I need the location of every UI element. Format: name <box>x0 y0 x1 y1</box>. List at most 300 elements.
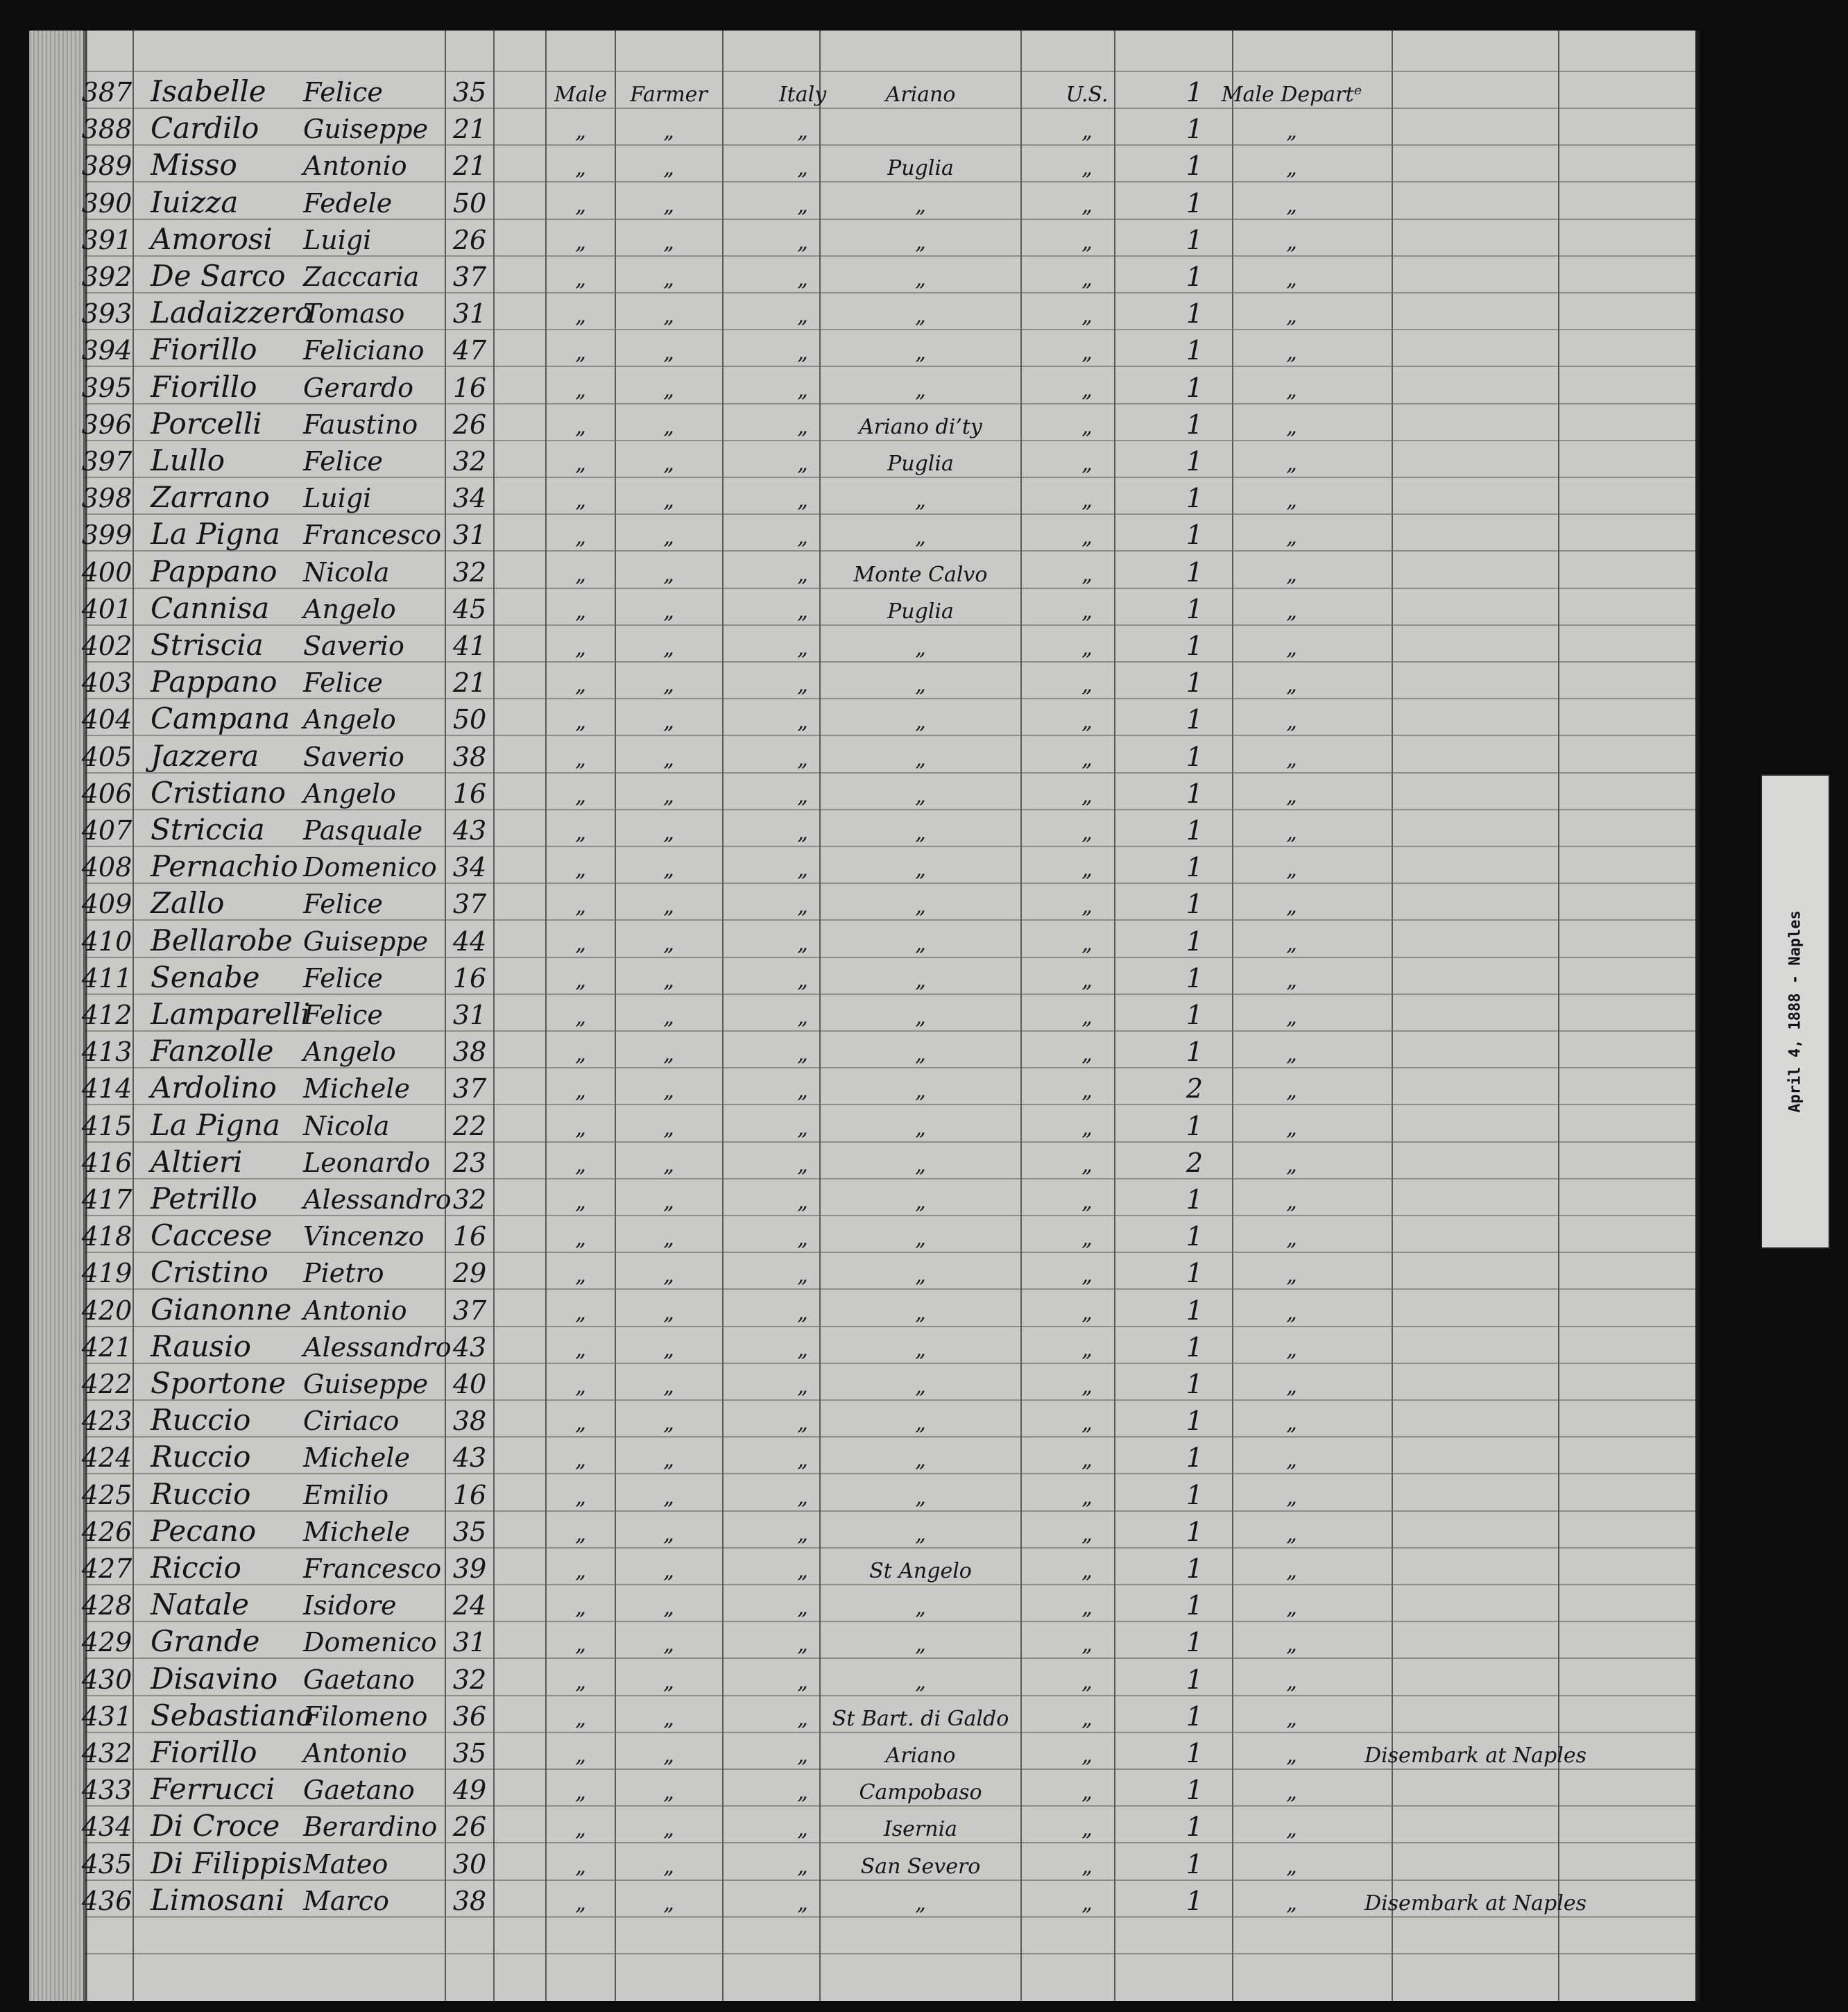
cell-no: 415 <box>81 1111 132 1141</box>
cell-pieces: 1 <box>1186 1000 1204 1030</box>
cell-surname: Isabelle <box>151 74 266 108</box>
cell-occupation: „ <box>663 599 674 624</box>
cell-sex: „ <box>575 821 586 845</box>
cell-surname: Di Croce <box>151 1809 280 1843</box>
cell-age: 31 <box>452 520 487 550</box>
cell-no: 395 <box>81 373 132 403</box>
cell-nationality: „ <box>797 932 808 956</box>
cell-destination: „ <box>1081 1780 1093 1805</box>
cell-destination: „ <box>1081 858 1093 882</box>
cell-origin: „ <box>915 747 926 771</box>
cell-occupation: Farmer <box>630 83 708 107</box>
cell-sex: „ <box>575 1338 586 1362</box>
cell-occupation: „ <box>663 1411 674 1435</box>
cell-origin: „ <box>915 1005 926 1030</box>
cell-destination: „ <box>1081 1301 1093 1325</box>
cell-given: Francesco <box>303 1553 442 1584</box>
cell-remarks: „ <box>1286 267 1297 291</box>
cell-age: 16 <box>452 1221 487 1252</box>
cell-surname: Cardilo <box>151 111 259 145</box>
cell-age: 43 <box>452 815 487 846</box>
cell-age: 31 <box>452 298 487 329</box>
cell-nationality: „ <box>797 673 808 697</box>
cell-origin: Ariano <box>885 83 956 107</box>
cell-pieces: 1 <box>1186 409 1204 440</box>
cell-sex: „ <box>575 1744 586 1768</box>
cell-nationality: „ <box>797 821 808 845</box>
cell-origin: Puglia <box>887 156 954 180</box>
cell-destination: „ <box>1081 304 1093 328</box>
cell-nationality: „ <box>797 1891 808 1916</box>
cell-pieces: 1 <box>1186 557 1204 588</box>
cell-destination: „ <box>1081 1079 1093 1103</box>
cell-nationality: „ <box>797 156 808 180</box>
cell-origin: Isernia <box>883 1817 958 1841</box>
cell-occupation: „ <box>663 1005 674 1030</box>
cell-nationality: „ <box>797 267 808 291</box>
cell-no: 396 <box>81 409 132 440</box>
cell-given: Gerardo <box>303 373 414 403</box>
cell-pieces: 1 <box>1186 373 1204 403</box>
cell-occupation: „ <box>663 894 674 919</box>
cell-occupation: „ <box>663 1596 674 1620</box>
cell-remarks: „ <box>1286 1670 1297 1694</box>
cell-origin: „ <box>915 525 926 549</box>
cell-nationality: „ <box>797 119 808 144</box>
cell-age: 38 <box>452 742 487 772</box>
cell-pieces: 1 <box>1186 1664 1204 1695</box>
cell-nationality: „ <box>797 858 808 882</box>
cell-pieces: 1 <box>1186 1849 1204 1879</box>
cell-nationality: „ <box>797 969 808 993</box>
cell-destination: „ <box>1081 747 1093 771</box>
cell-origin: „ <box>915 1227 926 1251</box>
cell-occupation: „ <box>663 710 674 734</box>
cell-sex: „ <box>575 267 586 291</box>
cell-surname: Pappano <box>151 554 277 588</box>
cell-sex: „ <box>575 415 586 439</box>
cell-surname: Zallo <box>151 886 225 920</box>
cell-sex: „ <box>575 1559 586 1583</box>
cell-pieces: 1 <box>1186 742 1204 772</box>
cell-given: Felice <box>303 77 383 108</box>
cell-origin: „ <box>915 1301 926 1325</box>
cell-no: 393 <box>81 298 132 329</box>
cell-occupation: „ <box>663 1559 674 1583</box>
cell-pieces: 1 <box>1186 1258 1204 1288</box>
cell-occupation: „ <box>663 1707 674 1731</box>
cell-surname: Cristino <box>151 1255 268 1289</box>
cell-occupation: „ <box>663 1817 674 1841</box>
cell-surname: De Sarco <box>151 259 286 293</box>
cell-origin: „ <box>915 710 926 734</box>
cell-sex: „ <box>575 784 586 808</box>
cell-occupation: „ <box>663 1301 674 1325</box>
cell-no: 399 <box>81 520 132 550</box>
cell-given: Domenico <box>303 1627 437 1657</box>
cell-occupation: „ <box>663 1522 674 1546</box>
cell-age: 21 <box>452 114 487 144</box>
cell-age: 50 <box>452 704 487 735</box>
cell-pieces: 1 <box>1186 631 1204 661</box>
cell-no: 411 <box>81 963 132 994</box>
cell-age: 49 <box>452 1775 487 1805</box>
cell-surname: La Pigna <box>151 517 280 551</box>
cell-origin: „ <box>915 1042 926 1066</box>
cell-pieces: 1 <box>1186 298 1204 329</box>
cell-given: Nicola <box>303 557 390 588</box>
cell-no: 427 <box>81 1553 132 1584</box>
cell-note: Disembark at Naples <box>1364 1891 1586 1916</box>
cell-pieces: 1 <box>1186 1627 1204 1657</box>
cell-surname: Limosani <box>151 1883 285 1917</box>
cell-sex: „ <box>575 1079 586 1103</box>
cell-no: 414 <box>81 1073 132 1104</box>
cell-origin: Ariano di’ty <box>859 415 982 439</box>
cell-no: 426 <box>81 1517 132 1547</box>
cell-origin: Monte Calvo <box>853 563 988 587</box>
cell-given: Guiseppe <box>303 926 429 957</box>
cell-pieces: 1 <box>1186 151 1204 181</box>
cell-sex: „ <box>575 673 586 697</box>
cell-occupation: „ <box>663 1485 674 1510</box>
cell-occupation: „ <box>663 858 674 882</box>
cell-given: Leonardo <box>303 1148 431 1178</box>
cell-remarks: „ <box>1286 488 1297 513</box>
cell-nationality: „ <box>797 1632 808 1657</box>
cell-no: 435 <box>81 1849 132 1879</box>
cell-age: 45 <box>452 594 487 624</box>
cell-given: Antonio <box>303 151 407 181</box>
cell-occupation: „ <box>663 119 674 144</box>
cell-no: 404 <box>81 704 132 735</box>
cell-destination: „ <box>1081 1744 1093 1768</box>
cell-given: Alessandro <box>303 1184 452 1215</box>
cell-sex: „ <box>575 1190 586 1214</box>
cell-no: 409 <box>81 889 132 919</box>
cell-nationality: „ <box>797 1411 808 1435</box>
cell-occupation: „ <box>663 304 674 328</box>
cell-nationality: „ <box>797 1855 808 1879</box>
cell-sex: „ <box>575 894 586 919</box>
cell-occupation: „ <box>663 452 674 476</box>
cell-no: 416 <box>81 1148 132 1178</box>
cell-surname: Lullo <box>151 443 225 477</box>
cell-surname: Sportone <box>151 1366 286 1400</box>
cell-nationality: „ <box>797 415 808 439</box>
cell-sex: „ <box>575 378 586 402</box>
cell-origin: „ <box>915 267 926 291</box>
cell-remarks: „ <box>1286 747 1297 771</box>
cell-occupation: „ <box>663 1227 674 1251</box>
cell-origin: „ <box>915 341 926 365</box>
cell-nationality: „ <box>797 1374 808 1399</box>
cell-occupation: „ <box>663 1780 674 1805</box>
cell-pieces: 1 <box>1186 1442 1204 1473</box>
cell-occupation: „ <box>663 267 674 291</box>
cell-remarks: „ <box>1286 1116 1297 1141</box>
cell-sex: „ <box>575 1227 586 1251</box>
cell-sex: „ <box>575 1153 586 1177</box>
cell-no: 410 <box>81 926 132 957</box>
cell-destination: „ <box>1081 415 1093 439</box>
cell-surname: Ferrucci <box>151 1772 275 1806</box>
cell-no: 398 <box>81 483 132 513</box>
cell-no: 419 <box>81 1258 132 1288</box>
side-label-text: April 4, 1888 - Naples <box>1786 910 1804 1113</box>
cell-sex: „ <box>575 1448 586 1472</box>
cell-given: Felice <box>303 963 383 994</box>
cell-surname: Porcelli <box>151 407 262 441</box>
cell-occupation: „ <box>663 1744 674 1768</box>
cell-nationality: „ <box>797 1485 808 1510</box>
cell-no: 434 <box>81 1811 132 1842</box>
cell-origin: „ <box>915 1891 926 1916</box>
cell-given: Guiseppe <box>303 1369 429 1399</box>
cell-age: 26 <box>452 409 487 440</box>
cell-remarks: „ <box>1286 194 1297 218</box>
cell-remarks: „ <box>1286 304 1297 328</box>
cell-age: 43 <box>452 1332 487 1363</box>
cell-pieces: 1 <box>1186 1406 1204 1436</box>
cell-no: 403 <box>81 667 132 698</box>
cell-no: 436 <box>81 1886 132 1916</box>
cell-no: 431 <box>81 1701 132 1732</box>
cell-surname: Pernachio <box>151 849 298 883</box>
cell-no: 421 <box>81 1332 132 1363</box>
cell-sex: „ <box>575 1632 586 1657</box>
cell-destination: „ <box>1081 1817 1093 1841</box>
cell-pieces: 1 <box>1186 815 1204 846</box>
cell-age: 32 <box>452 1664 487 1695</box>
cell-sex: „ <box>575 452 586 476</box>
cell-age: 44 <box>452 926 487 957</box>
cell-remarks: „ <box>1286 636 1297 660</box>
cell-given: Zaccaria <box>303 262 420 292</box>
cell-destination: „ <box>1081 1374 1093 1399</box>
cell-remarks: „ <box>1286 563 1297 587</box>
cell-destination: „ <box>1081 784 1093 808</box>
cell-sex: „ <box>575 1042 586 1066</box>
cell-no: 418 <box>81 1221 132 1252</box>
cell-no: 428 <box>81 1590 132 1621</box>
cell-occupation: „ <box>663 563 674 587</box>
cell-age: 22 <box>452 1111 487 1141</box>
cell-sex: „ <box>575 156 586 180</box>
cell-origin: Ariano <box>885 1744 956 1768</box>
cell-sex: „ <box>575 488 586 513</box>
cell-occupation: „ <box>663 932 674 956</box>
side-label-tab <box>1761 774 1830 1249</box>
cell-pieces: 1 <box>1186 1221 1204 1252</box>
cell-nationality: „ <box>797 452 808 476</box>
cell-surname: Zarrano <box>151 480 270 514</box>
cell-origin: „ <box>915 1153 926 1177</box>
cell-nationality: „ <box>797 1005 808 1030</box>
cell-occupation: „ <box>663 969 674 993</box>
cell-surname: Ruccio <box>151 1403 251 1437</box>
cell-pieces: 1 <box>1186 225 1204 255</box>
ledger-page <box>29 31 1700 2001</box>
cell-pieces: 1 <box>1186 1775 1204 1805</box>
cell-surname: Disavino <box>151 1662 278 1696</box>
cell-occupation: „ <box>663 415 674 439</box>
cell-origin: St Angelo <box>869 1559 972 1583</box>
cell-pieces: 1 <box>1186 77 1204 108</box>
cell-no: 432 <box>81 1738 132 1768</box>
cell-destination: „ <box>1081 1338 1093 1362</box>
cell-destination: „ <box>1081 194 1093 218</box>
cell-given: Feliciano <box>303 335 425 366</box>
cell-pieces: 1 <box>1186 1590 1204 1621</box>
cell-age: 21 <box>452 667 487 698</box>
cell-given: Guiseppe <box>303 114 429 144</box>
cell-given: Angelo <box>303 704 396 735</box>
cell-remarks: „ <box>1286 452 1297 476</box>
cell-remarks: „ <box>1286 1596 1297 1620</box>
cell-occupation: „ <box>663 1632 674 1657</box>
cell-occupation: „ <box>663 1855 674 1879</box>
cell-nationality: „ <box>797 304 808 328</box>
cell-surname: Jazzera <box>151 739 259 773</box>
cell-destination: „ <box>1081 1632 1093 1657</box>
cell-age: 31 <box>452 1627 487 1657</box>
cell-nationality: „ <box>797 894 808 919</box>
ledger-row <box>82 74 1362 108</box>
cell-remarks: Male Departᵉ <box>1221 83 1362 107</box>
cell-age: 43 <box>452 1442 487 1473</box>
cell-occupation: „ <box>663 1448 674 1472</box>
cell-given: Berardino <box>303 1811 438 1842</box>
cell-pieces: 1 <box>1186 262 1204 292</box>
cell-origin: Puglia <box>887 599 954 624</box>
cell-nationality: „ <box>797 1042 808 1066</box>
cell-destination: „ <box>1081 488 1093 513</box>
cell-origin: „ <box>915 1670 926 1694</box>
cell-origin: „ <box>915 1079 926 1103</box>
cell-nationality: „ <box>797 1227 808 1251</box>
cell-given: Luigi <box>303 483 372 513</box>
cell-no: 400 <box>81 557 132 588</box>
cell-remarks: „ <box>1286 230 1297 255</box>
cell-sex: „ <box>575 1116 586 1141</box>
cell-remarks: „ <box>1286 1522 1297 1546</box>
cell-remarks: „ <box>1286 1227 1297 1251</box>
cell-destination: „ <box>1081 452 1093 476</box>
cell-age: 38 <box>452 1037 487 1067</box>
cell-no: 402 <box>81 631 132 661</box>
cell-destination: „ <box>1081 119 1093 144</box>
cell-sex: „ <box>575 1301 586 1325</box>
cell-nationality: „ <box>797 525 808 549</box>
cell-no: 430 <box>81 1664 132 1695</box>
cell-given: Alessandro <box>303 1332 452 1363</box>
cell-origin: „ <box>915 1190 926 1214</box>
cell-sex: „ <box>575 1263 586 1288</box>
cell-destination: „ <box>1081 230 1093 255</box>
cell-no: 387 <box>81 77 132 108</box>
cell-destination: „ <box>1081 1153 1093 1177</box>
cell-origin: „ <box>915 378 926 402</box>
cell-surname: Rausio <box>151 1329 251 1363</box>
cell-origin: „ <box>915 488 926 513</box>
cell-remarks: „ <box>1286 1707 1297 1731</box>
cell-pieces: 1 <box>1186 483 1204 513</box>
cell-age: 47 <box>452 335 487 366</box>
cell-sex: „ <box>575 230 586 255</box>
cell-given: Angelo <box>303 1037 396 1067</box>
cell-destination: „ <box>1081 267 1093 291</box>
cell-no: 394 <box>81 335 132 366</box>
cell-no: 405 <box>81 742 132 772</box>
cell-destination: „ <box>1081 1227 1093 1251</box>
cell-sex: „ <box>575 932 586 956</box>
cell-remarks: „ <box>1286 1338 1297 1362</box>
cell-sex: „ <box>575 119 586 144</box>
cell-age: 16 <box>452 778 487 809</box>
cell-nationality: „ <box>797 636 808 660</box>
cell-pieces: 1 <box>1186 1295 1204 1326</box>
cell-surname: Ladaizzero <box>151 296 312 330</box>
cell-surname: Ardolino <box>151 1071 277 1105</box>
cell-given: Felice <box>303 889 383 919</box>
cell-given: Marco <box>303 1886 389 1916</box>
cell-no: 392 <box>81 262 132 292</box>
cell-age: 36 <box>452 1701 487 1732</box>
cell-no: 407 <box>81 815 132 846</box>
cell-destination: „ <box>1081 969 1093 993</box>
cell-age: 34 <box>452 483 487 513</box>
cell-pieces: 1 <box>1186 446 1204 477</box>
cell-origin: „ <box>915 821 926 845</box>
cell-destination: „ <box>1081 1448 1093 1472</box>
cell-nationality: „ <box>797 784 808 808</box>
cell-nationality: „ <box>797 599 808 624</box>
cell-no: 433 <box>81 1775 132 1805</box>
cell-sex: „ <box>575 636 586 660</box>
cell-nationality: „ <box>797 230 808 255</box>
cell-sex: „ <box>575 1374 586 1399</box>
cell-no: 406 <box>81 778 132 809</box>
cell-nationality: „ <box>797 710 808 734</box>
cell-origin: „ <box>915 1263 926 1288</box>
cell-surname: Sebastiano <box>151 1698 314 1732</box>
cell-nationality: „ <box>797 1448 808 1472</box>
cell-nationality: „ <box>797 747 808 771</box>
cell-pieces: 1 <box>1186 889 1204 919</box>
cell-remarks: „ <box>1286 969 1297 993</box>
cell-nationality: „ <box>797 341 808 365</box>
cell-destination: „ <box>1081 599 1093 624</box>
ledger-row <box>81 1883 1586 1917</box>
cell-remarks: „ <box>1286 1190 1297 1214</box>
cell-no: 391 <box>81 225 132 255</box>
cell-pieces: 1 <box>1186 1811 1204 1842</box>
cell-occupation: „ <box>663 156 674 180</box>
cell-age: 38 <box>452 1886 487 1916</box>
cell-age: 50 <box>452 188 487 219</box>
cell-surname: La Pigna <box>151 1108 280 1142</box>
cell-remarks: „ <box>1286 932 1297 956</box>
cell-remarks: „ <box>1286 1448 1297 1472</box>
cell-age: 16 <box>452 1480 487 1510</box>
cell-given: Nicola <box>303 1111 390 1141</box>
cell-age: 32 <box>452 446 487 477</box>
cell-pieces: 1 <box>1186 1037 1204 1067</box>
cell-occupation: „ <box>663 747 674 771</box>
cell-given: Ciriaco <box>303 1406 400 1436</box>
cell-nationality: „ <box>797 563 808 587</box>
